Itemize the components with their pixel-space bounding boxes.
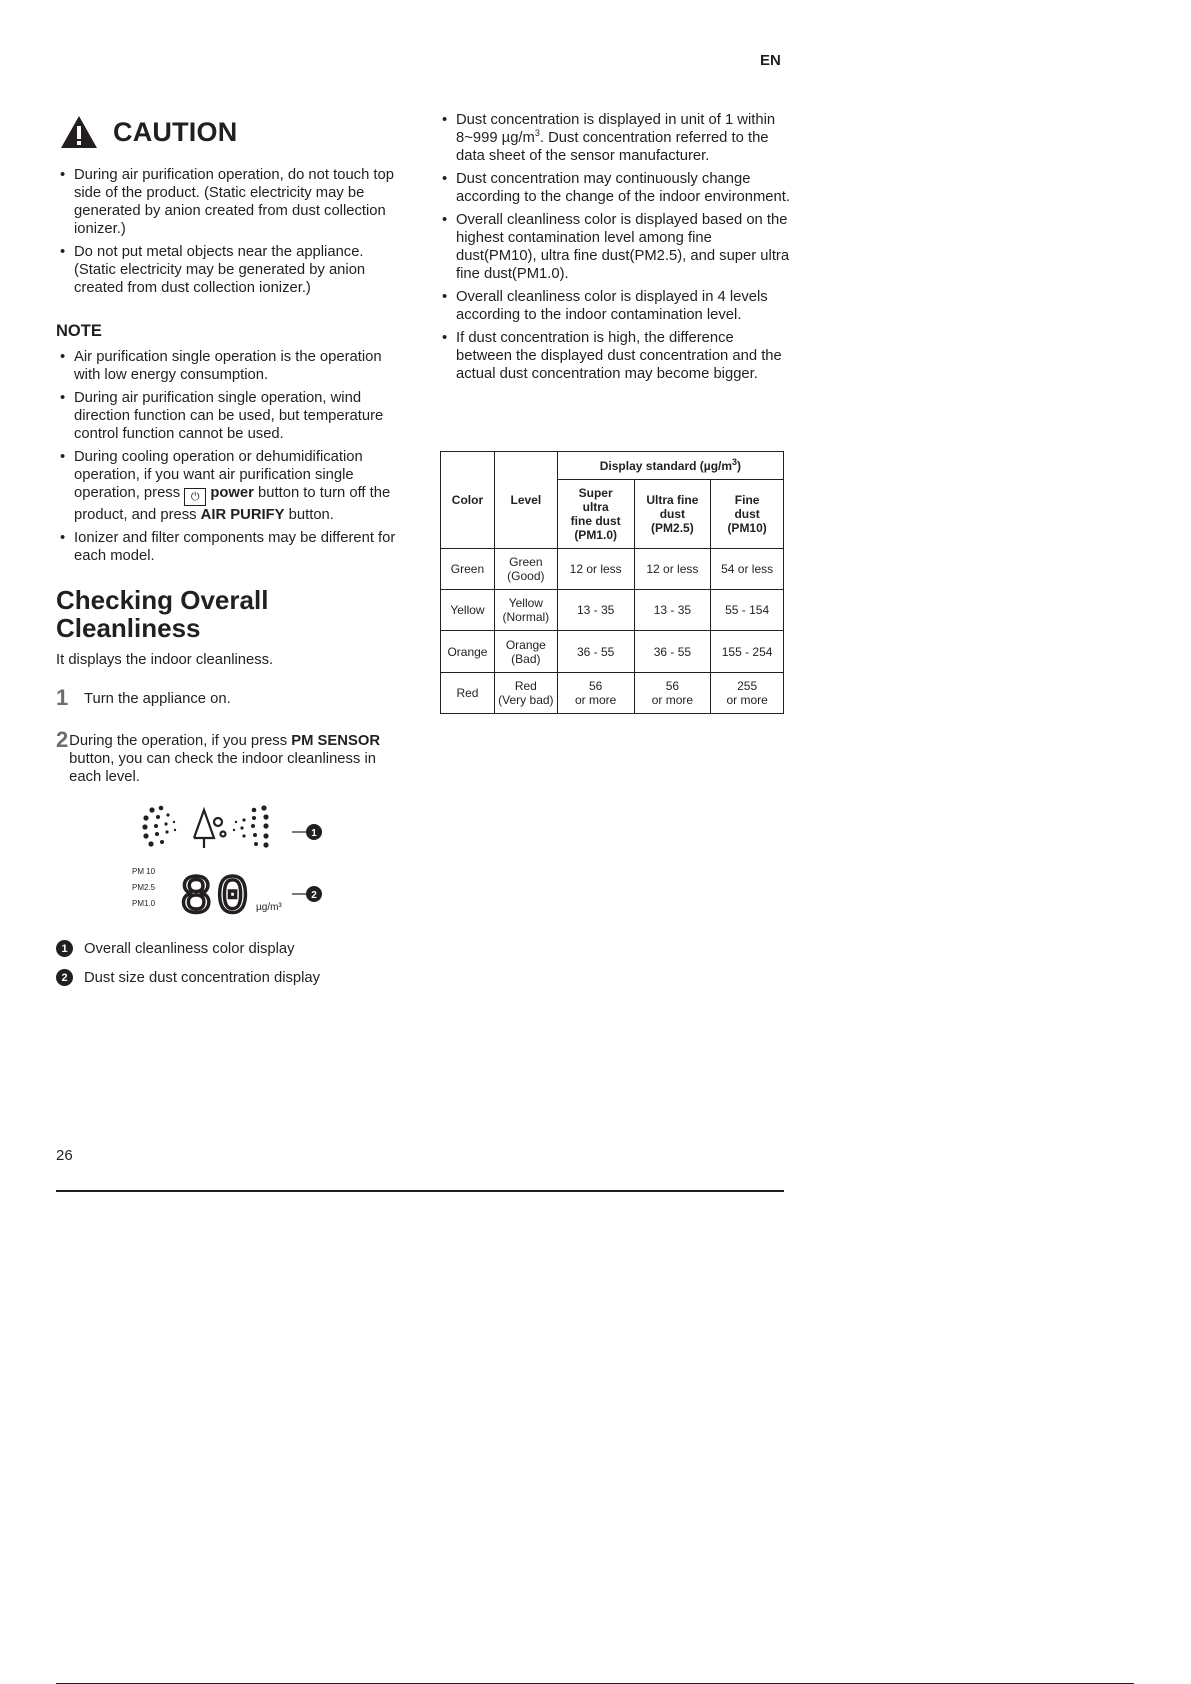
header-pm25: Ultra fine dust (PM2.5): [634, 480, 711, 549]
step-number: 2: [56, 727, 69, 752]
header-pm10: Fine dust (PM10): [711, 480, 784, 549]
cleanliness-display-illustration: [128, 804, 328, 916]
caution-item: • Do not put metal objects near the appliance. (Static electricity may be generated by anion created from dust collection ionizer.): [58, 243, 403, 297]
dust-dots-right-icon: [233, 805, 269, 847]
air-purify-button-label: AIR PURIFY: [200, 507, 285, 523]
legend-item-1: [56, 940, 295, 957]
legend-text: Dust size dust concentration display: [84, 969, 321, 986]
callout-number: 2: [56, 969, 73, 986]
info-item: • Overall cleanliness color is displayed based on the highest contamination level among fine dust(PM10), ultra fine dust(PM2.5), and super ultra fine dust(PM1.0).: [440, 211, 790, 283]
pm10-label: PM 10: [132, 867, 156, 876]
power-button-label: power: [210, 485, 254, 501]
note-list: [58, 348, 403, 570]
callout-1-number: 1: [311, 828, 317, 839]
legend-item-2: [56, 969, 320, 986]
caution-title: CAUTION: [113, 116, 238, 147]
unit-label: µg/m³: [256, 902, 282, 913]
table-row: Green Green (Good) 12 or less 12 or less 54 or less: [441, 549, 784, 590]
info-item: • If dust concentration is high, the difference between the displayed dust concentration and the actual dust concentration may become bigger.: [440, 329, 790, 383]
power-icon: ⏻: [184, 488, 206, 506]
header-display-standard: Display standard $(\mu g/m^3)$: [557, 452, 783, 480]
dust-dots-left-icon: [142, 806, 176, 847]
legend-text: Overall cleanliness color display: [84, 940, 295, 957]
callout-number: 1: [56, 940, 73, 957]
note-item: • During cooling operation or dehumidification operation, if you want air purification single operation, press ⏻ power button to turn off the product, and press AIR PURIFY button.: [58, 448, 403, 524]
pm1-label: PM1.0: [132, 899, 156, 908]
info-item: • Dust concentration may continuously change according to the change of the indoor environment.: [440, 170, 790, 206]
caution-heading: [60, 115, 237, 149]
pm-sensor-button-label: PM SENSOR: [291, 733, 381, 749]
note-item: • Ionizer and filter components may be different for each model.: [58, 529, 403, 565]
footer-divider: [56, 1190, 784, 1192]
table-row: Orange Orange (Bad) 36 - 55 36 - 55 155 - 254: [441, 631, 784, 673]
header-pm1: Super ultra fine dust (PM1.0): [557, 480, 634, 549]
note-item: • Air purification single operation is the operation with low energy consumption.: [58, 348, 403, 384]
table-row: Yellow Yellow (Normal) 13 - 35 13 - 35 55 - 154: [441, 590, 784, 631]
header-level: Level: [494, 452, 557, 549]
step-2: [56, 729, 396, 786]
step-number: 1: [56, 685, 69, 710]
note-item: • During air purification single operation, wind direction function can be used, but temperature control function cannot be used.: [58, 389, 403, 443]
step-1: [56, 687, 396, 709]
callout-2-number: 2: [311, 890, 317, 901]
language-indicator: EN: [760, 52, 781, 69]
table-row: Red Red (Very bad) 56 or more 56 or more 255 or more: [441, 673, 784, 714]
display-standard-table: [440, 451, 784, 714]
section-intro: It displays the indoor cleanliness.: [56, 652, 274, 668]
info-item: • Overall cleanliness color is displayed in 4 levels according to the indoor contamination level.: [440, 288, 790, 324]
section-title: Checking Overall Cleanliness: [56, 585, 269, 643]
info-item: • Dust concentration is displayed in unit of 1 within 8~999 $\mu g/m^3$. Dust concentration referred to the data sheet of the sensor manufacturer.: [440, 111, 790, 165]
caution-item: • During air purification operation, do not touch top side of the product. (Static electricity may be generated by anion created from dust collection ionizer.): [58, 166, 403, 238]
note-title: NOTE: [56, 322, 102, 340]
info-list: [440, 111, 790, 388]
header-color: Color: [441, 452, 495, 549]
caution-list: [58, 166, 403, 302]
step-text: Turn the appliance on.: [84, 691, 231, 707]
warning-triangle-icon: [60, 115, 98, 149]
step-text: During the operation, if you press PM SENSOR button, you can check the indoor cleanliness in each level.: [69, 733, 381, 785]
pm25-label: PM2.5: [132, 883, 156, 892]
digit-display: 80: [180, 868, 253, 916]
display-figure: [128, 804, 328, 916]
page-number: 26: [56, 1147, 73, 1164]
tree-icon: [194, 810, 226, 848]
